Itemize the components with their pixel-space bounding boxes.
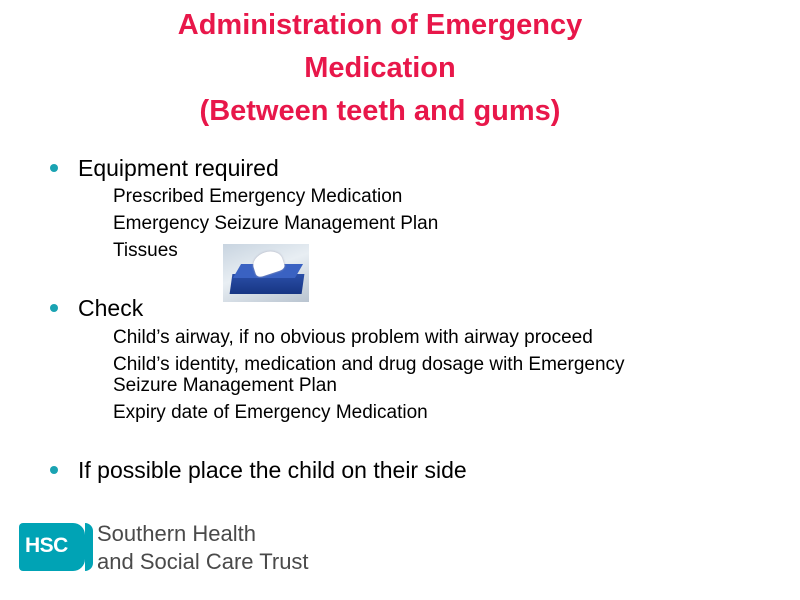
bullet-dot bbox=[50, 164, 58, 172]
bullet-dot bbox=[50, 304, 58, 312]
sub-item: Child’s airway, if no obvious problem with airway proceed bbox=[113, 327, 593, 348]
bullet-heading: Check bbox=[78, 295, 144, 321]
sub-item: Expiry date of Emergency Medication bbox=[113, 402, 428, 423]
hsc-badge-text: HSC bbox=[25, 534, 68, 557]
logo-line-1: Southern Health bbox=[97, 521, 256, 546]
title-line-3: (Between teeth and gums) bbox=[199, 95, 561, 127]
bullet-heading: If possible place the child on their side bbox=[78, 457, 467, 483]
title-line-2: Medication bbox=[304, 52, 456, 84]
sub-item: Prescribed Emergency Medication bbox=[113, 186, 403, 207]
bullet-dot bbox=[50, 466, 58, 474]
bullet-heading: Equipment required bbox=[78, 155, 279, 181]
hsc-logo bbox=[19, 521, 319, 581]
sub-item: Tissues bbox=[113, 240, 178, 261]
hsc-badge bbox=[19, 523, 85, 571]
logo-line-2: and Social Care Trust bbox=[97, 549, 309, 574]
sub-item: Emergency Seizure Management Plan bbox=[113, 213, 439, 234]
sub-item: Child’s identity, medication and drug dosage with Emergency bbox=[113, 354, 625, 375]
slide-title bbox=[80, 4, 680, 133]
title-line-1: Administration of Emergency bbox=[177, 9, 583, 41]
sub-item: Seizure Management Plan bbox=[113, 375, 337, 396]
tissue-box-icon bbox=[223, 244, 309, 302]
